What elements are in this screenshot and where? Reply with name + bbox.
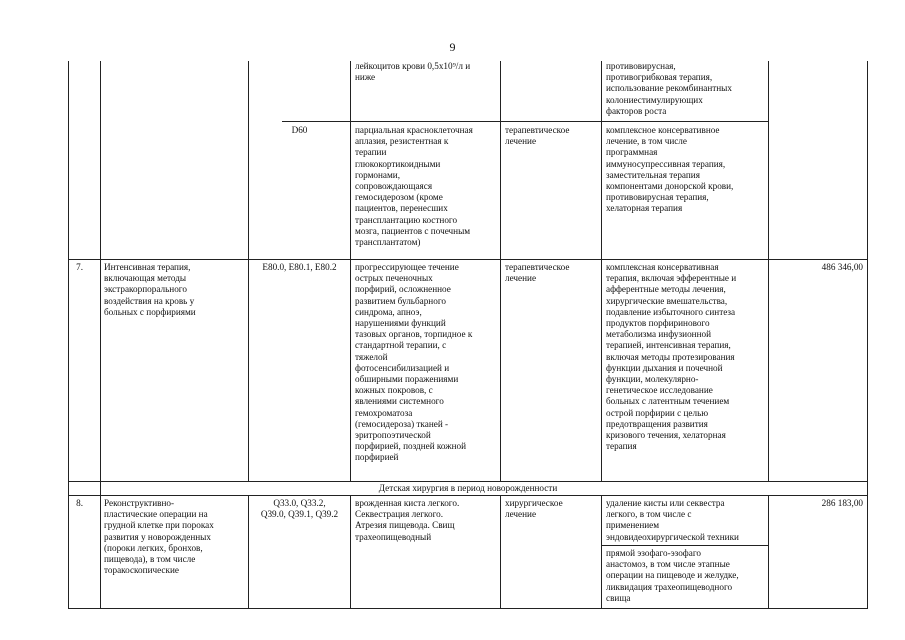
col-divider bbox=[248, 61, 249, 481]
row-divider bbox=[69, 495, 867, 496]
name-cell: Реконструктивно- пластические операции на грудной клетке при пороках развития у новорожденных (пороки легких, бронхов, пищевода), в том числе торакоскопические bbox=[104, 498, 214, 576]
method-cell: удаление кисты или секвестра легкого, в том числе с применением эндовидеохирургической техники bbox=[606, 498, 739, 542]
row-number: 8. bbox=[76, 498, 83, 508]
codes-cell: Q33.0, Q33.2, Q39.0, Q39.1, Q39.2 bbox=[260, 498, 339, 520]
treatment-type-cell: хирургическое лечение bbox=[505, 498, 563, 520]
medical-care-table bbox=[68, 61, 868, 609]
model-cell: врожденная киста легкого. Секвестрация легкого. Атрезия пищевода. Свищ трахеопищеводный bbox=[355, 498, 460, 542]
model-cell: прогрессирующее течение острых печеночных порфирий, осложненное развитием бульбарного синдрома, апноэ, нарушениями функций тазовых органов, торпидное к стандартной терапии, с тяжелой фотосенсибилизацией и обширными поражениями кожных покровов, с явлениями системного гемохроматоза (гемосидероза) тканей - эритропоэтической порфирией, поздней кожной порфирией bbox=[355, 262, 473, 463]
codes-cell: D60 bbox=[291, 125, 308, 135]
row-divider bbox=[69, 259, 867, 260]
treatment-type-cell: терапевтическое лечение bbox=[505, 125, 570, 147]
col-divider bbox=[248, 495, 249, 608]
model-cell: лейкоцитов крови 0,5x10⁹/л и ниже bbox=[355, 61, 471, 83]
col-divider bbox=[768, 495, 769, 608]
name-cell: Интенсивная терапия, включающая методы экстракорпорального воздействия на кровь у больных с порфириями bbox=[104, 262, 196, 317]
treatment-type-cell: терапевтическое лечение bbox=[505, 262, 570, 284]
section-header: Детская хирургия в период новорожденности bbox=[378, 483, 558, 493]
cost-cell: 486 346,00 bbox=[821, 262, 863, 272]
col-divider bbox=[768, 61, 769, 481]
col-divider bbox=[350, 495, 351, 608]
method-cell-secondary: прямой эзофаго-эзофаго анастомоз, в том числе этапные операции на пищеводе и желудке, ликвидация трахеопищеводного свища bbox=[606, 548, 739, 603]
row-divider bbox=[601, 545, 768, 546]
row-divider bbox=[69, 481, 867, 482]
col-divider bbox=[350, 61, 351, 481]
col-divider bbox=[601, 61, 602, 481]
method-cell: комплексная консервативная терапия, включая эфферентные и афферентные методы лечения, хирургические вмешательства, подавление избыточного синтеза продуктов порфиринового метаболизма инфузионной терапией, интенсивная терапия, включая методы протезирования функции дыхания и почечной функции, молекулярно- генетическое исследование больных с латентным течением острой порфирии с целью предотвращения развития кризового течения, хелаторная терапия bbox=[606, 262, 737, 452]
method-cell: противовирусная, противогрибковая терапия, использование рекомбинантных колониестимулирующих факторов роста bbox=[606, 61, 732, 116]
row-number: 7. bbox=[76, 262, 83, 272]
model-cell: парциальная красноклеточная аплазия, резистентная к терапии глюкокортикоидными гормонами, сопровождающаяся гемосидерозом (кроме пациентов, перенесших трансплантацию костного мозга, пациентов с почечным трансплантатом) bbox=[355, 125, 473, 248]
codes-cell: E80.0, E80.1, E80.2 bbox=[262, 262, 337, 272]
col-divider bbox=[500, 61, 501, 481]
col-divider bbox=[601, 495, 602, 608]
method-cell: комплексное консервативное лечение, в том числе программная иммуносупрессивная терапия, заместительная терапия компонентами донорской крови, противовирусная терапия, хелаторная терапия bbox=[606, 125, 734, 214]
col-divider bbox=[500, 495, 501, 608]
page-number: 9 bbox=[449, 40, 456, 54]
col-divider bbox=[100, 61, 101, 608]
row-divider bbox=[282, 121, 769, 122]
cost-cell: 286 183,00 bbox=[821, 498, 863, 508]
